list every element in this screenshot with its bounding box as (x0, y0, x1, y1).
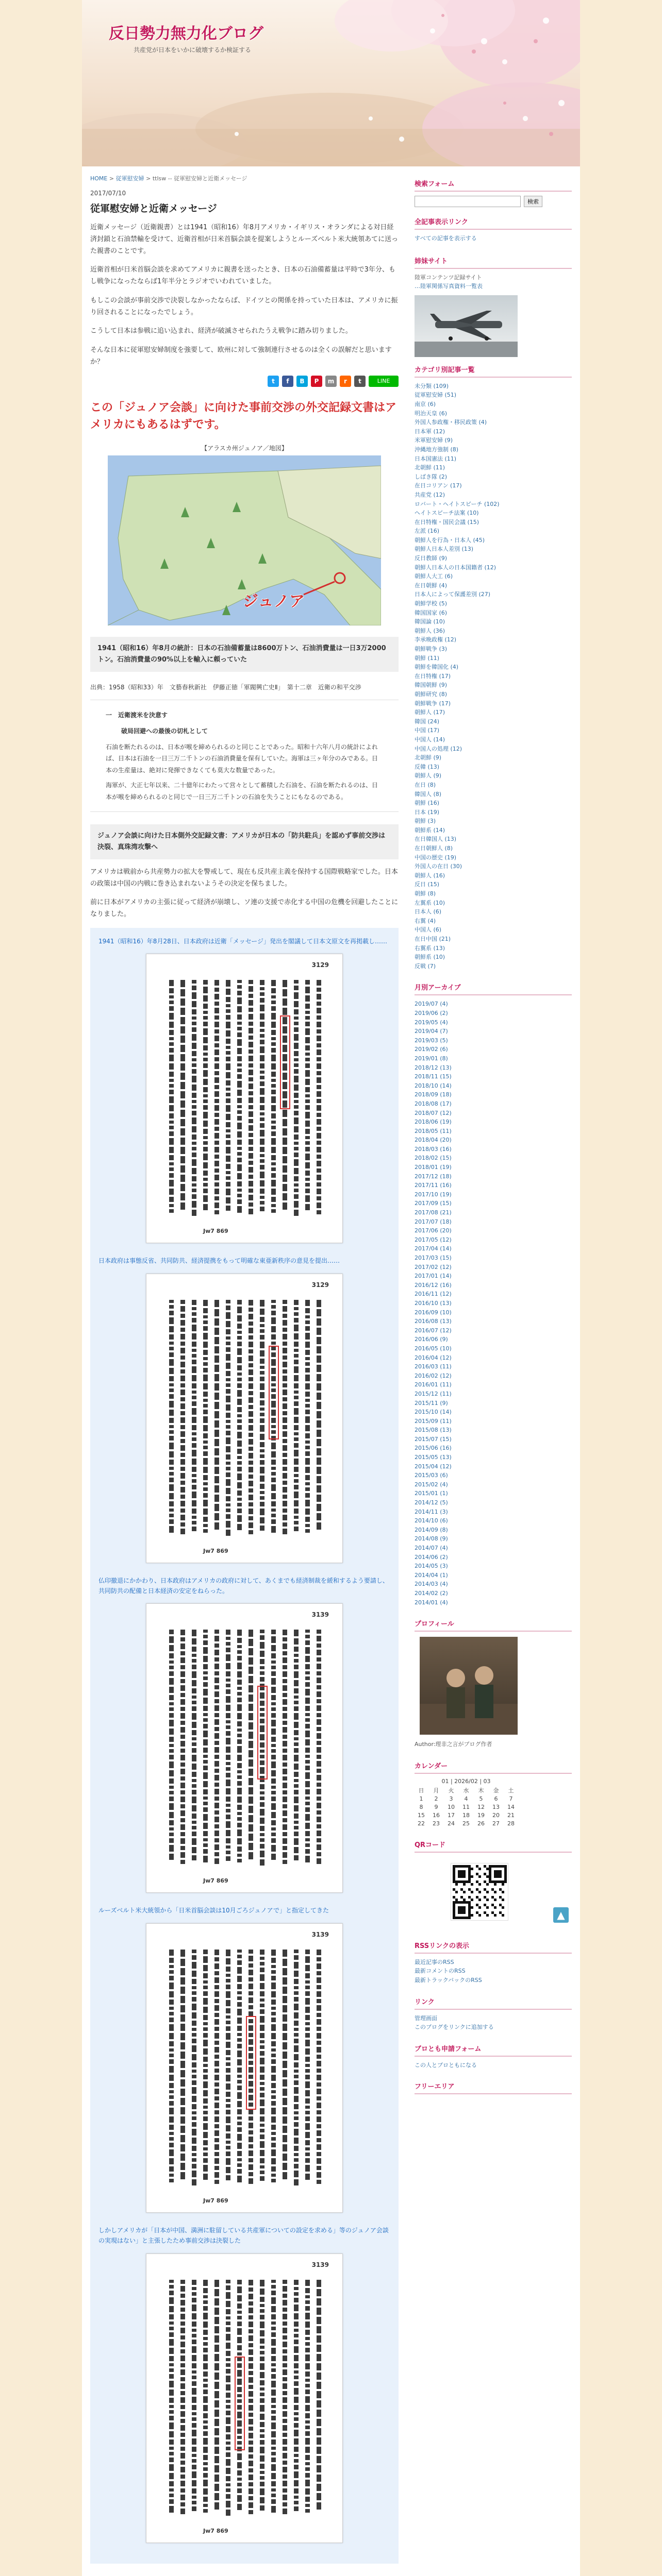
search-form (415, 196, 572, 207)
weekday-label: 土 (508, 1787, 514, 1794)
archive-link[interactable]: 2016/07 (12) (415, 1327, 452, 1334)
category-link[interactable]: 韓国 (24) (415, 718, 440, 725)
archive-link[interactable]: 2014/05 (3) (415, 1563, 448, 1570)
archive-link[interactable]: 2015/02 (4) (415, 1481, 448, 1488)
archive-link[interactable]: 2014/11 (3) (415, 1508, 448, 1515)
breadcrumb-separator: > (109, 175, 114, 182)
archive-link[interactable]: 2014/02 (2) (415, 1589, 448, 1597)
calendar-weekday-row (415, 1787, 518, 1795)
intro-paragraph: そんな日本に従軍慰安婦制度を強要して、欧州に対して強制連行させるのは全くの誤解だと思いますか？ (90, 346, 392, 366)
category-link[interactable]: 北朝鮮 (11) (415, 464, 445, 471)
category-link[interactable]: 朝鮮系 (14) (415, 826, 445, 834)
category-link[interactable]: 李承晩政権 (12) (415, 636, 457, 643)
rss-link[interactable]: 最新トラックバックのRSS (415, 1976, 482, 1984)
pocket-share-icon[interactable]: P (311, 376, 322, 387)
intro-paragraph: 近衛首相が日米首脳会談を求めてアメリカに親書を送ったとき、日本の石油備蓄量は平時で3年分、もし戦争になったならば1年半分とラジオでいわれていました。 (90, 266, 395, 285)
archive-link[interactable]: 2014/01 (4) (415, 1599, 448, 1606)
archive-link[interactable]: 2016/02 (12) (415, 1372, 452, 1379)
category-link[interactable]: 朝鮮人 (16) (415, 872, 445, 879)
excerpt-paragraph: 石油を断たれるのは、日本が喉を締められるのと同じことであった。昭和十六年八月の統計によれば、日本は石油を一日三万二千トンの石油消費量を保有していた。海軍は三ヶ年分のみである。日本の生産量は、絶対に発揮できなくても莫大な数量であった。 (106, 743, 378, 774)
category-link[interactable]: 日本国憲法 (11) (415, 455, 457, 462)
archive-list (415, 999, 572, 1607)
archive-link[interactable]: 2018/09 (18) (415, 1091, 452, 1098)
archive-link[interactable]: 2015/08 (13) (415, 1427, 452, 1434)
archive-link[interactable]: 2014/09 (8) (415, 1526, 448, 1533)
category-link[interactable]: 朝鮮人 (36) (415, 627, 445, 634)
category-link[interactable]: 中国の歴史 (19) (415, 854, 457, 861)
category-link[interactable]: 韓国国家 (6) (415, 609, 448, 616)
document-panel (90, 928, 399, 2564)
category-link[interactable]: 在日特権・国民会議 (15) (415, 518, 479, 526)
document-text-columns (146, 1924, 342, 2212)
document-text-columns (146, 1604, 342, 1892)
profile-avatar (420, 1637, 518, 1735)
calendar-day: 26 (477, 1820, 485, 1827)
weekday-label: 金 (493, 1787, 499, 1794)
category-link[interactable]: 反日 (15) (415, 881, 440, 888)
source-citation: 出典：1958（昭和33）年 文藝春秋新社 伊藤正徳「軍閥興亡史Ⅱ」 第十二章 近衛の和平交渉 (90, 683, 361, 691)
calendar-day: 13 (492, 1803, 500, 1810)
rss-title: RSSリンクの表示 (415, 1940, 572, 1954)
archive-link[interactable]: 2015/05 (13) (415, 1454, 452, 1461)
category-link[interactable]: 日本人 (6) (415, 908, 442, 916)
category-link[interactable]: 北朝鮮 (9) (415, 754, 442, 761)
category-link[interactable]: 朝鮮人日本人の日本国籍者 (12) (415, 564, 496, 571)
category-link[interactable]: 朝鮮 (16) (415, 800, 440, 807)
rss-share-icon[interactable]: r (340, 376, 351, 387)
facebook-share-icon[interactable]: f (282, 376, 293, 387)
category-link[interactable]: 反戦 (7) (415, 962, 436, 970)
calendar-day: 17 (448, 1811, 455, 1819)
calendar-day: 22 (418, 1820, 425, 1827)
calendar-day: 20 (492, 1811, 500, 1819)
archive-link[interactable]: 2017/01 (14) (415, 1273, 452, 1280)
related-site-text: 陸軍コンテンツ記録サイト (415, 274, 482, 281)
category-link[interactable]: しばき隊 (2) (415, 473, 448, 480)
category-link[interactable]: 日本 (19) (415, 808, 440, 816)
breadcrumb-category[interactable]: 従軍慰安婦 (115, 175, 144, 182)
calendar-day: 16 (433, 1811, 440, 1819)
calendar-day: 2 (434, 1795, 438, 1802)
archive-link[interactable]: 2014/10 (6) (415, 1517, 448, 1524)
document-scan[interactable] (146, 954, 343, 1243)
archive-link[interactable]: 2015/06 (16) (415, 1445, 452, 1452)
category-list (415, 382, 572, 971)
archive-link[interactable]: 2016/05 (10) (415, 1345, 452, 1352)
archive-link[interactable]: 2017/02 (12) (415, 1263, 452, 1270)
category-link[interactable]: 中国人の処理 (12) (415, 745, 462, 752)
archive-link[interactable]: 2018/03 (16) (415, 1145, 452, 1153)
category-link[interactable]: 朝鮮 (11) (415, 654, 440, 662)
calendar-days (415, 1795, 518, 1828)
qr-code-icon (451, 1863, 508, 1921)
archive-link[interactable]: 2018/10 (14) (415, 1082, 452, 1089)
document-page-number: 3129 (311, 961, 329, 969)
calendar-week-row (415, 1803, 518, 1811)
breadcrumb-current: ttlsw -- 従軍慰安婦と近衛メッセージ (152, 175, 247, 182)
all-posts-link[interactable]: すべての記事を表示する (415, 235, 477, 242)
archive-link[interactable]: 2015/12 (11) (415, 1390, 452, 1397)
category-link[interactable]: ヘイトスピーチ法案 (10) (415, 510, 479, 517)
category-link[interactable]: 従軍慰安婦 (51) (415, 392, 457, 399)
calendar-day: 27 (492, 1820, 500, 1827)
archive-link[interactable]: 2017/05 (12) (415, 1236, 452, 1243)
archive-link[interactable]: 2018/02 (15) (415, 1155, 452, 1162)
calendar-day: 6 (494, 1795, 498, 1802)
category-link[interactable]: 日本人によって保護差別 (27) (415, 591, 491, 598)
category-link[interactable]: 反韓 (13) (415, 763, 440, 770)
archive-link[interactable]: 2014/08 (9) (415, 1535, 448, 1543)
weekday-label: 水 (463, 1787, 469, 1794)
category-link[interactable]: 共産党 (12) (415, 491, 445, 498)
profile-author: Author:理非之言がブログ作者 (415, 1741, 492, 1748)
document-scan[interactable] (146, 1603, 343, 1893)
document-scan[interactable] (146, 2253, 343, 2543)
aircraft-illustration (415, 295, 518, 357)
archive-title: 月別アーカイブ (415, 982, 572, 995)
site-subtitle: 共産党が日本をいかに破壊するか検証する (134, 46, 252, 54)
breadcrumb (90, 174, 399, 182)
weekday-label: 火 (448, 1787, 454, 1794)
section-paragraph: アメリカは戦前から共産勢力の拡大を警戒して、現在も反共産主義を保持する国際戦略家でした。日本の政策は中国の内戦に巻き込まれないようその決定を保ちました。 (90, 868, 398, 888)
archive-link[interactable]: 2014/12 (5) (415, 1499, 448, 1506)
archive-link[interactable]: 2016/09 (10) (415, 1309, 452, 1316)
avatar-illustration (420, 1637, 518, 1735)
breadcrumb-home[interactable]: HOME (90, 175, 108, 182)
calendar-week-row (415, 1811, 518, 1820)
archive-link[interactable]: 2015/03 (6) (415, 1472, 448, 1479)
calendar-day: 4 (464, 1795, 468, 1802)
archive-link[interactable]: 2018/11 (15) (415, 1073, 452, 1080)
category-link[interactable]: 韓国朝鮮 (9) (415, 682, 448, 689)
document-page-number: 3139 (311, 2261, 329, 2268)
excerpt-subheading: 破局回避への最後の切札として (121, 727, 208, 735)
archive-link[interactable]: 2014/03 (4) (415, 1581, 448, 1588)
category-link[interactable]: 中国人 (6) (415, 926, 442, 934)
archive-link[interactable]: 2017/09 (15) (415, 1200, 452, 1207)
main-content (90, 171, 399, 2564)
archive-link[interactable]: 2019/02 (6) (415, 1046, 448, 1053)
archive-link[interactable]: 2019/06 (2) (415, 1009, 448, 1016)
section-paragraph: 前に日本がアメリカの主張に従って経済が崩壊し、ソ連の支援で赤化する中国の危機を回避したことになりました。 (90, 899, 399, 919)
admin-link[interactable]: 管理画面 (415, 2014, 437, 2022)
category-link[interactable]: 朝鮮を韓国化 (4) (415, 664, 459, 671)
categories-title: カテゴリ別記事一覧 (415, 364, 572, 378)
category-link[interactable]: 中国人 (14) (415, 736, 445, 743)
document-page-number: 3139 (311, 1611, 329, 1619)
category-link[interactable]: 左派 (16) (415, 528, 440, 535)
document-scan[interactable] (146, 1923, 343, 2213)
intro-paragraph: もしこの会談が事前交渉で決裂しなかったならば、ドイツとの関係を持っていた日本は、アメリカに振り回されることになったでしょう。 (90, 296, 398, 316)
archive-link[interactable]: 2015/11 (9) (415, 1399, 448, 1406)
calendar-day: 18 (462, 1811, 470, 1819)
statistics-quote: 1941（昭和16）年8月の統計：日本の石油備蓄量は8600万トン、石油消費量は一日3万2000トン。石油消費量の90%以上を輸入に頼っていた (90, 637, 399, 672)
calendar-month-nav[interactable]: 01 | 2026/02 | 03 (441, 1777, 491, 1785)
archive-link[interactable]: 2016/12 (16) (415, 1281, 452, 1289)
category-link[interactable]: 外国人参政権・移民政策 (4) (415, 419, 487, 426)
archive-link[interactable]: 2019/03 (5) (415, 1037, 448, 1044)
archive-link[interactable]: 2016/04 (12) (415, 1354, 452, 1361)
sidebar (415, 171, 572, 2098)
post-date: 2017/07/10 (90, 190, 126, 197)
category-link[interactable]: 朝鮮人 (9) (415, 772, 442, 779)
document-footer: Jw7 869 (203, 1547, 228, 1554)
calendar-day: 15 (418, 1811, 425, 1819)
all-posts-title: 全記事表示リンク (415, 216, 572, 230)
calendar-week-row (415, 1795, 518, 1803)
document-caption: 1941（昭和16）年8月28日、日本政府は近衛「メッセージ」発出を閣議して日本文原文を再掲載し…… (98, 937, 387, 945)
category-link[interactable]: 沖縄地方強制 (8) (415, 446, 459, 453)
archive-link[interactable]: 2015/04 (12) (415, 1463, 452, 1470)
category-link[interactable]: 左翼系 (10) (415, 899, 445, 906)
calendar-day: 8 (419, 1803, 423, 1810)
category-link[interactable]: 朝鮮 (3) (415, 818, 436, 825)
archive-link[interactable]: 2017/12 (18) (415, 1173, 452, 1180)
category-link[interactable]: 朝鮮研究 (8) (415, 690, 448, 698)
book-excerpt (90, 700, 399, 812)
calendar-day: 11 (462, 1803, 470, 1810)
archive-link[interactable]: 2016/06 (9) (415, 1336, 448, 1343)
post-title[interactable]: 従軍慰安婦と近衛メッセージ (90, 203, 217, 214)
page (82, 0, 580, 2576)
weekday-label: 月 (433, 1787, 439, 1794)
calendar-day: 25 (462, 1820, 470, 1827)
archive-link[interactable]: 2017/10 (19) (415, 1191, 452, 1198)
calendar-day: 1 (419, 1795, 423, 1802)
document-footer: Jw7 869 (203, 2527, 228, 2534)
category-link[interactable]: 未分類 (109) (415, 382, 449, 389)
archive-link[interactable]: 2015/01 (1) (415, 1490, 448, 1497)
category-link[interactable]: 外国人の在日 (30) (415, 863, 462, 870)
document-page-number: 3139 (311, 1930, 329, 1938)
archive-link[interactable]: 2017/04 (14) (415, 1245, 452, 1252)
category-link[interactable]: 朝鮮人大工 (6) (415, 573, 453, 580)
site-title[interactable]: 反日勢力無力化ブログ (109, 25, 263, 43)
document-scan[interactable] (146, 1274, 343, 1563)
map-caption: 【アラスカ州ジュノア／地図】 (201, 444, 288, 452)
document-caption: しかしアメリカが「日本が中国、満洲に駐留している共産軍についての設定を求める」等のジュノア会談の実現はない」と主張したため事前交渉は決裂した (98, 2226, 389, 2245)
document-text-columns (146, 954, 342, 1243)
category-link[interactable]: 朝鮮戦争 (17) (415, 700, 451, 707)
archive-link[interactable]: 2015/07 (15) (415, 1435, 452, 1443)
section-heading: ジュノア会談に向けた日本側外交記録文書：アメリカが日本の「防共駐兵」を認めず事前交渉は決裂、真珠湾攻撃へ (90, 824, 399, 859)
archive-link[interactable]: 2016/11 (12) (415, 1291, 452, 1298)
links-title: リンク (415, 1996, 572, 2010)
archive-link[interactable]: 2017/07 (18) (415, 1218, 452, 1225)
search-button[interactable]: 検索 (524, 196, 542, 207)
search-input[interactable] (415, 196, 521, 207)
calendar-day: 10 (448, 1803, 455, 1810)
archive-link[interactable]: 2017/11 (16) (415, 1182, 452, 1189)
archive-link[interactable]: 2014/06 (2) (415, 1553, 448, 1561)
friend-request-title: ブロとも申請フォーム (415, 2043, 572, 2057)
category-link[interactable]: 在日特権 (17) (415, 672, 451, 680)
calendar-day: 21 (507, 1811, 515, 1819)
archive-link[interactable]: 2014/07 (4) (415, 1545, 448, 1551)
document-text-columns (146, 1274, 342, 1563)
excerpt-heading: 一 近衛渡米を決意す (106, 711, 168, 719)
archive-link[interactable]: 2014/04 (1) (415, 1571, 448, 1579)
line-share-button[interactable]: LINE (369, 376, 399, 387)
document-caption: 仏印撤退にかかわり、日本政府はアメリカの政府に対して、あくまでも経済制裁を緩和するよう要請し、共同防共の配備と日本経済の安定をねらった。 (98, 1577, 389, 1595)
calendar-day: 14 (507, 1803, 515, 1810)
weekday-label: 日 (418, 1787, 424, 1794)
category-link[interactable]: 在日コリアン (17) (415, 482, 462, 489)
category-link[interactable]: 朝鮮 (8) (415, 890, 436, 897)
document-caption: 日本政府は事態反省、共同防共、経済提携をもって明確な東亜新秩序の意見を提出…… (98, 1257, 340, 1265)
breadcrumb-separator: > (146, 175, 151, 182)
archive-link[interactable]: 2018/04 (20) (415, 1137, 452, 1144)
category-link[interactable]: 在日韓国人 (13) (415, 836, 457, 843)
calendar-day: 12 (477, 1803, 485, 1810)
mixi-share-icon[interactable]: m (325, 376, 337, 387)
category-link[interactable]: 朝鮮人日本人差別 (13) (415, 546, 474, 553)
hatena-share-icon[interactable]: B (296, 376, 308, 387)
category-link[interactable]: 日本軍 (12) (415, 428, 445, 435)
category-link[interactable]: 在日朝鮮人 (8) (415, 845, 453, 852)
archive-link[interactable]: 2017/08 (21) (415, 1209, 452, 1216)
calendar-week-row (415, 1820, 518, 1828)
free-area-title: フリーエリア (415, 2081, 572, 2094)
category-link[interactable]: 在日 (8) (415, 781, 436, 788)
document-footer: Jw7 869 (203, 1228, 228, 1235)
archive-link[interactable]: 2018/06 (19) (415, 1118, 452, 1126)
archive-link[interactable]: 2016/08 (13) (415, 1318, 452, 1325)
add-link[interactable]: このブログをリンクに追加する (415, 2024, 494, 2031)
profile-title: プロフィール (415, 1618, 572, 1632)
calendar-title: カレンダー (415, 1760, 572, 1774)
archive-link[interactable]: 2019/07 (4) (415, 1001, 448, 1008)
twitter-share-icon[interactable]: t (268, 376, 279, 387)
emphasis-heading: この「ジュノア会談」に向けた事前交渉の外交記録文書はアメリカにもあるはずです。 (90, 401, 397, 431)
related-site-link[interactable]: …陸軍関係写真資料一覧表 (415, 283, 483, 290)
rss-link[interactable]: 最新コメントのRSS (415, 1968, 466, 1975)
document-page-number: 3129 (311, 1281, 329, 1289)
category-link[interactable]: 右翼系 (13) (415, 944, 445, 952)
friend-request-link[interactable]: この人とブロともになる (415, 2061, 477, 2069)
calendar (415, 1778, 518, 1828)
category-link[interactable]: 朝鮮人 (17) (415, 709, 445, 716)
category-link[interactable]: 反日教師 (9) (415, 555, 448, 562)
header-banner (82, 0, 580, 166)
category-link[interactable]: 朝鮮戦争 (3) (415, 646, 448, 652)
archive-link[interactable]: 2018/12 (13) (415, 1064, 452, 1071)
search-title: 検索フォーム (415, 178, 572, 192)
category-link[interactable]: 朝鮮系 (10) (415, 954, 445, 961)
archive-link[interactable]: 2019/04 (7) (415, 1028, 448, 1035)
document-caption: ルーズベルト米大統領から「日米首脳会談は10月ごろジュノアで」と指定してきた (98, 1907, 329, 1914)
archive-link[interactable]: 2018/05 (11) (415, 1127, 452, 1134)
category-link[interactable]: 韓国論 (10) (415, 618, 445, 625)
category-link[interactable]: 右翼 (4) (415, 917, 436, 924)
calendar-day: 7 (509, 1795, 513, 1802)
map-label-juneau: ジュノア (243, 592, 305, 611)
category-link[interactable]: 中国 (17) (415, 727, 440, 734)
related-site-title: 姉妹サイト (415, 256, 572, 269)
calendar-day: 19 (477, 1811, 485, 1819)
calendar-day: 9 (434, 1803, 438, 1810)
archive-link[interactable]: 2018/07 (12) (415, 1109, 452, 1116)
archive-link[interactable]: 2017/03 (15) (415, 1255, 452, 1261)
archive-link[interactable]: 2016/01 (11) (415, 1381, 452, 1388)
archive-link[interactable]: 2016/03 (11) (415, 1363, 452, 1370)
document-footer: Jw7 869 (203, 1877, 228, 1885)
aircraft-photo[interactable] (415, 295, 518, 357)
rss-link[interactable]: 最近記事のRSS (415, 1958, 454, 1965)
category-link[interactable]: 米軍慰安婦 (9) (415, 437, 453, 444)
archive-link[interactable]: 2017/06 (20) (415, 1227, 452, 1234)
tumblr-share-icon[interactable]: t (354, 376, 366, 387)
share-buttons (90, 376, 399, 387)
alaska-map (108, 455, 381, 625)
excerpt-paragraph: 海軍が、大正七年以来、二十億年にわたって営々として蓄積した石油を、石油を断たれるのは、日本が喉を締められるのと同じで一日三万二千トンの石油を失うことにもなるのである。 (106, 782, 378, 801)
category-link[interactable]: 朝鮮学校 (5) (415, 600, 448, 607)
calendar-day: 23 (433, 1820, 440, 1827)
back-to-top-button[interactable]: ▲ (553, 1907, 569, 1923)
intro-paragraph: こうして日本は参戦に追い込まれ、経済が破滅させられたうえ戦争に踏み切りました。 (90, 327, 352, 335)
calendar-day: 24 (448, 1820, 455, 1827)
category-link[interactable]: 明治天皇 (6) (415, 410, 448, 417)
archive-link[interactable]: 2019/01 (8) (415, 1055, 448, 1062)
archive-link[interactable]: 2018/08 (17) (415, 1100, 452, 1107)
category-link[interactable]: 韓国人 (8) (415, 790, 442, 798)
category-link[interactable]: 在日中国 (21) (415, 936, 451, 942)
intro-paragraph: 近衛メッセージ（近衛親書）とは1941（昭和16）年8月アメリカ・イギリス・オランダによる対日経済封鎖と石油禁輸を受けて、近衛首相が日米首脳会談を提案しようとルーズベルト米大統領あてに送った親書のことです。 (90, 224, 399, 255)
qr-title: QRコード (415, 1839, 572, 1853)
archive-link[interactable]: 2015/09 (11) (415, 1417, 452, 1425)
calendar-day: 28 (507, 1820, 515, 1827)
weekday-label: 木 (478, 1787, 484, 1794)
document-footer: Jw7 869 (203, 2197, 228, 2204)
category-link[interactable]: ロバート・ヘイトスピーチ (102) (415, 500, 500, 507)
archive-link[interactable]: 2016/10 (13) (415, 1299, 452, 1307)
category-link[interactable]: 在日朝鮮 (4) (415, 582, 448, 589)
calendar-day: 5 (479, 1795, 483, 1802)
category-link[interactable]: 朝鮮人を行為・日本人 (45) (415, 536, 485, 544)
archive-link[interactable]: 2018/01 (19) (415, 1164, 452, 1171)
document-text-columns (146, 2254, 342, 2543)
category-link[interactable]: 南京 (6) (415, 400, 436, 408)
calendar-day: 3 (449, 1795, 453, 1802)
archive-link[interactable]: 2019/05 (4) (415, 1019, 448, 1026)
archive-link[interactable]: 2015/10 (14) (415, 1409, 452, 1416)
